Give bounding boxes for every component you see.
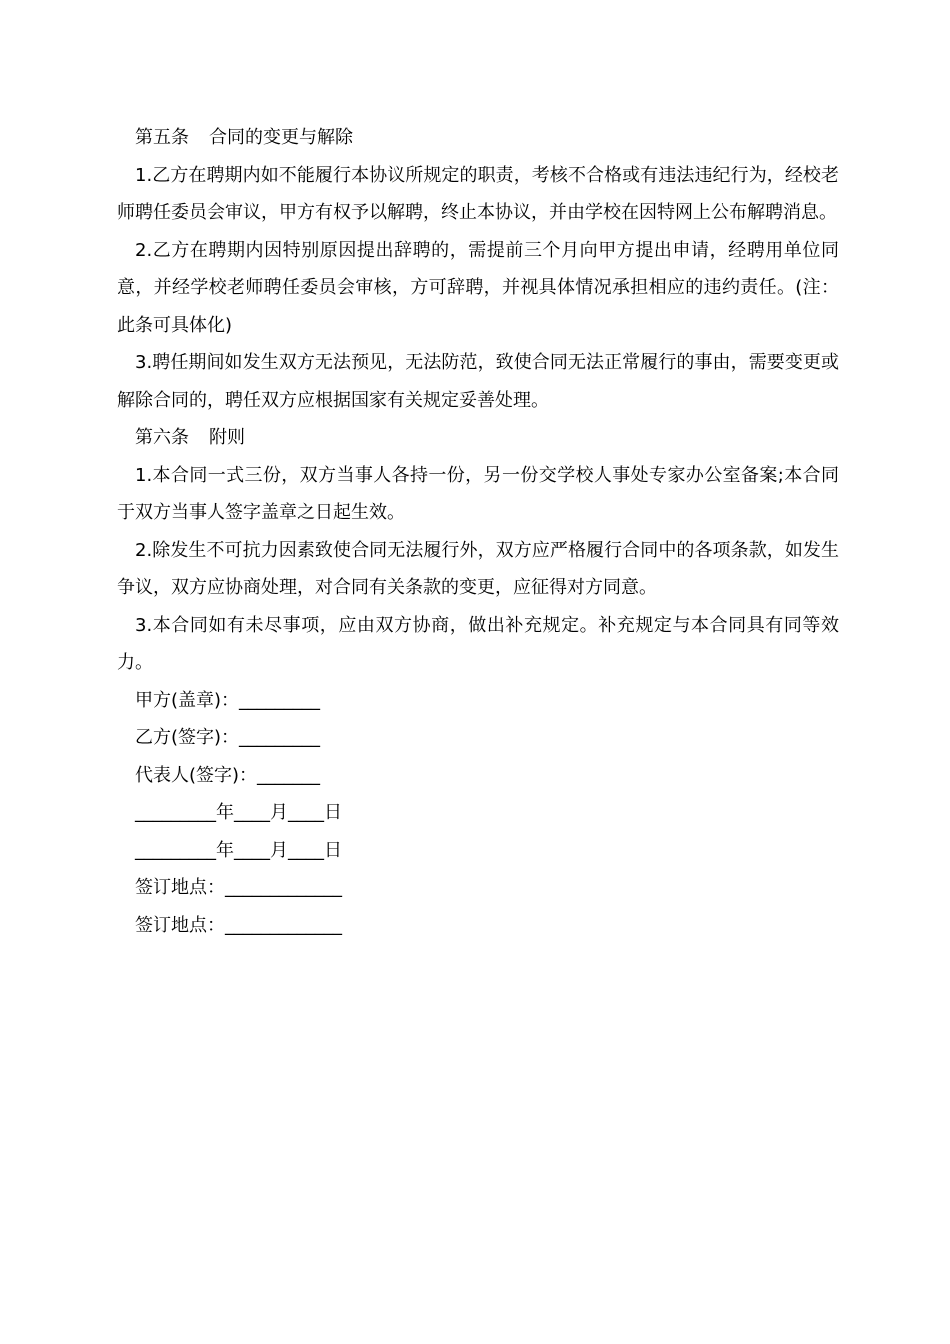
section5-item-2: 2.乙方在聘期内因特别原因提出辞聘的，需提前三个月向甲方提出申请，经聘用单位同意，并经学校老师聘任委员会审核，方可辞聘，并视具体情况承担相应的违约责任。(注：此条可具体化): [117, 239, 839, 336]
section6-heading: [117, 419, 839, 457]
section5-number: 第五条: [135, 127, 189, 148]
section6-item-3: 3.本合同如有未尽事项，应由双方协商，做出补充规定。补充规定与本合同具有同等效力。: [117, 614, 839, 673]
party-a-signature: 甲方(盖章)：_________: [135, 689, 321, 711]
section5-item-3: 3.聘任期间如发生双方无法预见，无法防范，致使合同无法正常履行的事由，需要变更或解除合同的，聘任双方应根据国家有关规定妥善处理。: [117, 352, 839, 411]
section5-item-1: 1.乙方在聘期内如不能履行本协议所规定的职责，考核不合格或有违法违纪行为，经校老师聘任委员会审议，甲方有权予以解聘，终止本协议，并由学校在因特网上公布解聘消息。: [117, 164, 839, 223]
signing-place-1: 签订地点：_____________: [135, 877, 342, 898]
signing-date-1: _________年____月____日: [135, 802, 342, 823]
contract-page: [117, 119, 839, 944]
signing-place-2: 签订地点：_____________: [135, 914, 342, 936]
section5-heading: [117, 119, 839, 157]
signing-date-2: _________年____月____日: [135, 839, 342, 861]
party-b-signature: 乙方(签字)：_________: [135, 727, 321, 748]
section6-item-1: 1.本合同一式三份，双方当事人各持一份，另一份交学校人事处专家办公室备案;本合同于双方当事人签字盖章之日起生效。: [117, 464, 839, 523]
representative-signature: 代表人(签字)：_______: [135, 764, 321, 786]
section6-title: 附则: [209, 427, 245, 448]
section6-item-2: 2.除发生不可抗力因素致使合同无法履行外，双方应严格履行合同中的各项条款，如发生争议，双方应协商处理，对合同有关条款的变更，应征得对方同意。: [117, 539, 839, 598]
section6-number: 第六条: [135, 427, 189, 448]
section5-title: 合同的变更与解除: [209, 127, 353, 148]
